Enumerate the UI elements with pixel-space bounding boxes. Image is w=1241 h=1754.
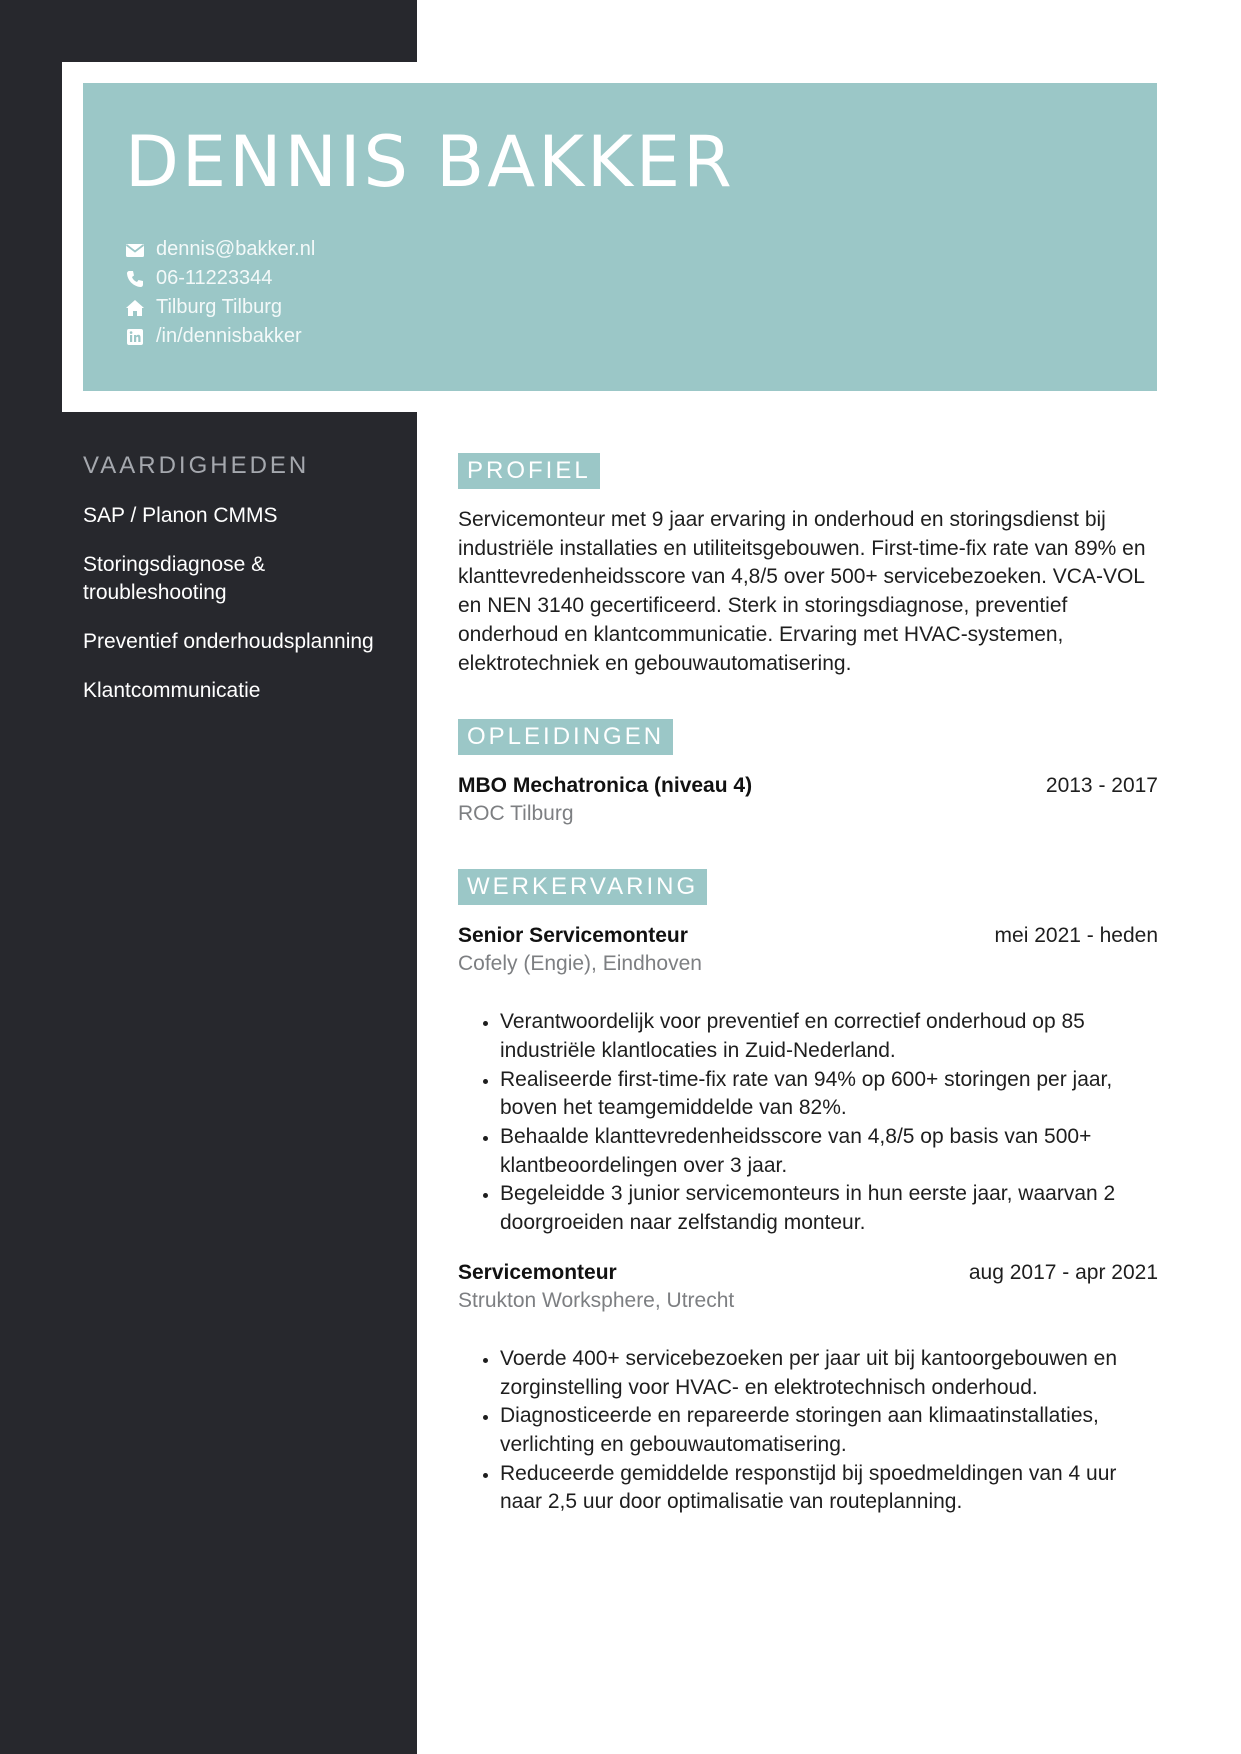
skill-item: Storingsdiagnose & troubleshooting (83, 553, 266, 604)
education-section (458, 719, 1158, 828)
contact-location (125, 293, 315, 322)
phone-icon (125, 269, 145, 289)
contact-email-text: dennis@bakker.nl (156, 238, 316, 260)
job-bullet: • Behaalde klanttevredenheidsscore van 4,8/5 op basis van 500+ klantbeoordelingen over 3 jaar. (500, 1123, 1158, 1180)
candidate-name: DENNIS BAKKER (125, 121, 735, 203)
skill-list (83, 502, 403, 705)
contact-linkedin[interactable] (125, 322, 315, 351)
education-entry (458, 772, 1158, 828)
skill-item: SAP / Planon CMMS (83, 504, 278, 527)
contact-linkedin-text: /in/dennisbakker (156, 325, 302, 347)
experience-entry-header (458, 1259, 1158, 1287)
education-title: MBO Mechatronica (niveau 4) (458, 774, 753, 798)
job-bullet: • Diagnosticeerde en repareerde storingen aan klimaatinstallaties, verlichting en gebouwautomatisering. (500, 1402, 1158, 1459)
linkedin-icon (125, 327, 145, 347)
job-bullet: • Verantwoordelijk voor preventief en correctief onderhoud op 85 industriële klantlocaties in Zuid-Nederland. (500, 1008, 1158, 1065)
job-date: aug 2017 - apr 2021 (968, 1260, 1158, 1284)
experience-entry (458, 1259, 1158, 1517)
experience-section (458, 869, 1158, 1517)
job-date: mei 2021 - heden (994, 924, 1158, 948)
job-company: Strukton Worksphere, Utrecht (458, 1288, 735, 1312)
skill-item: Klantcommunicatie (83, 679, 261, 702)
job-bullet: • Begeleidde 3 junior servicemonteurs in hun eerste jaar, waarvan 2 doorgroeiden naar zelfstandig monteur. (500, 1180, 1158, 1237)
job-bullet-list (458, 1008, 1158, 1238)
education-school: ROC Tilburg (458, 802, 574, 826)
contact-phone-text: 06-11223344 (156, 267, 273, 289)
home-icon (125, 298, 145, 318)
contact-email[interactable] (125, 235, 315, 264)
contact-location-text: Tilburg Tilburg (156, 296, 282, 318)
job-company: Cofely (Engie), Eindhoven (458, 952, 702, 976)
experience-heading: WERKERVARING (458, 869, 707, 905)
education-entry-header (458, 772, 1158, 800)
job-bullet: • Voerde 400+ servicebezoeken per jaar uit bij kantoorgebouwen en zorginstelling voor HVAC- en elektrotechnisch onderhoud. (500, 1345, 1158, 1402)
job-title: Senior Servicemonteur (458, 924, 688, 948)
main-content (458, 453, 1158, 1517)
header (83, 83, 1157, 391)
job-bullet: • Reduceerde gemiddelde responstijd bij spoedmeldingen van 4 uur naar 2,5 uur door optimalisatie van routeplanning. (500, 1460, 1158, 1517)
job-title: Servicemonteur (458, 1260, 617, 1284)
profile-text: Servicemonteur met 9 jaar ervaring in onderhoud en storingsdienst bij industriële installaties en utiliteitsgebouwen. First-time-fix rate van 89% en klanttevredenheidsscore van 4,8/5 over 500+ servicebezoeken. VCA-VOL en NEN 3140 gecertificeerd. Sterk in storingsdiagnose, preventief onderhoud en klantcommunicatie. Ervaring met HVAC-systemen, elektrotechniek en gebouwautomatisering. (458, 508, 1146, 675)
job-bullet: • Realiseerde first-time-fix rate van 94% op 600+ storingen per jaar, boven het teamgemiddelde van 82%. (500, 1066, 1158, 1123)
experience-entry-header (458, 922, 1158, 950)
profile-heading: PROFIEL (458, 453, 600, 489)
skills-section (83, 452, 403, 726)
profile-section (458, 453, 1158, 678)
education-heading: OPLEIDINGEN (458, 719, 673, 755)
mail-icon (125, 240, 145, 260)
job-bullet-list (458, 1345, 1158, 1517)
contact-phone[interactable] (125, 264, 315, 293)
skill-item: Preventief onderhoudsplanning (83, 630, 374, 653)
experience-entry (458, 922, 1158, 1238)
contact-list (125, 235, 315, 351)
skills-heading: VAARDIGHEDEN (83, 452, 310, 479)
education-date: 2013 - 2017 (1045, 774, 1158, 798)
